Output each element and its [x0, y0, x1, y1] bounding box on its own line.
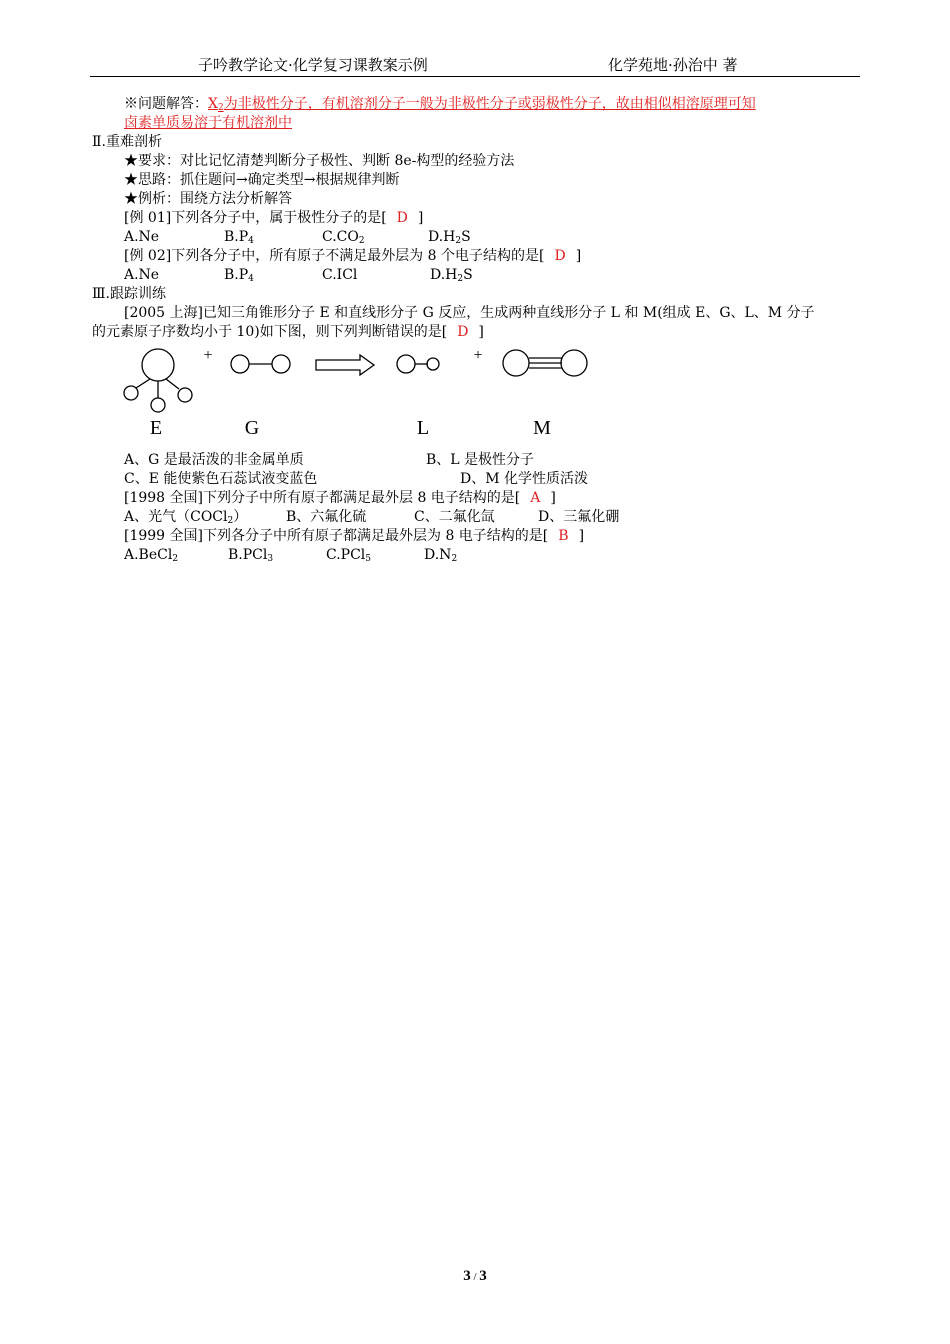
label-e: E — [149, 417, 163, 439]
q1-option-c: C、E 能使紫色石蕊试液变蓝色 — [124, 471, 318, 487]
page-current: 3 — [463, 1268, 471, 1284]
q2-option-b: B、六氟化硫 — [286, 509, 367, 525]
label-m: M — [533, 417, 551, 439]
example1-stem: [例 01]下列各分子中，属于极性分子的是[ — [124, 210, 387, 226]
example2-option-d: $D.H_2S$ — [430, 267, 473, 284]
section2-title: Ⅱ.重难剖析 — [92, 134, 162, 150]
header-left-title: 子吟教学论文·化学复习课教案示例 — [198, 56, 428, 74]
reaction-diagram — [110, 340, 610, 450]
example1-close: ] — [417, 210, 424, 226]
q3-option-a: A.BeCl$_2$ — [124, 547, 179, 564]
plus-sign-2: + — [473, 347, 483, 364]
example1-option-c: $C.CO_2$ — [322, 229, 365, 246]
q2-option-d: D、三氟化硼 — [538, 509, 620, 525]
q1-option-d: D、M 化学性质活泼 — [460, 471, 589, 487]
label-g: G — [244, 417, 260, 439]
q3-close: ] — [578, 528, 585, 544]
example1-question — [124, 209, 423, 227]
example2-option-c: C.ICl — [322, 267, 358, 283]
section2-example: ★例析：围绕方法分析解答 — [124, 191, 292, 207]
answer-note-line2 — [124, 114, 292, 132]
q1-close: ] — [478, 324, 484, 340]
q1-line1: [2005 上海]已知三角锥形分子 E 和直线形分子 G 反应，生成两种直线形分子 L 和 M(组成 E、G、L、M 分子 — [124, 305, 815, 321]
plus-sign-1: + — [203, 347, 213, 364]
label-l: L — [416, 417, 430, 439]
q1-option-b: B、L 是极性分子 — [426, 452, 535, 468]
q3-option-d: $D.N_2$ — [424, 547, 458, 564]
q2-question — [124, 489, 556, 507]
page-total: 3 — [479, 1268, 487, 1284]
answer-note-prefix: ※问题解答： — [124, 96, 208, 112]
answer-note-x: X — [208, 96, 218, 112]
answer-note-text1: 为非极性分子，有机溶剂分子一般为非极性分子或弱极性分子，故由相似相溶原理可知 — [223, 96, 756, 112]
header-right-author: 化学苑地·孙治中 著 — [608, 56, 738, 74]
section2-requirement: ★要求：对比记忆清楚判断分子极性、判断 8e-构型的经验方法 — [124, 153, 515, 169]
q2-stem: [1998 全国]下列分子中所有原子都满足最外层 8 电子结构的是[ — [124, 490, 521, 506]
q3-question — [124, 527, 584, 545]
example1-option-b: $B.P_4$ — [224, 229, 254, 246]
example1-option-d: $D.H_2S$ — [428, 229, 471, 246]
q3-stem: [1999 全国]下列各分子中所有原子都满足最外层为 8 电子结构的是[ — [124, 528, 549, 544]
q3-option-b: B.PCl$_3$ — [228, 547, 274, 564]
q1-answer: D — [457, 324, 469, 340]
q2-close: ] — [550, 490, 556, 506]
answer-note-text2: 卤素单质易溶于有机溶剂中 — [124, 115, 292, 131]
q2-answer: A — [530, 490, 541, 506]
section2-idea: ★思路：抓住题问→确定类型→根据规律判断 — [124, 172, 400, 188]
q2-option-c: C、二氟化氙 — [414, 509, 495, 525]
example1-option-a: A.Ne — [124, 229, 160, 245]
molecule-l — [397, 355, 439, 373]
q3-option-c: C.PCl$_5$ — [326, 547, 372, 564]
q3-answer: B — [558, 528, 569, 544]
molecule-e — [124, 349, 192, 412]
example2-stem: [例 02]下列各分子中，所有原子不满足最外层为 8 个电子结构的是[ — [124, 248, 545, 264]
molecule-g — [231, 355, 290, 373]
q2-option-a: A、光气（COCl$_2$） — [124, 509, 248, 526]
q1-option-a: A、G 是最活泼的非金属单质 — [124, 452, 304, 468]
example2-question — [124, 247, 581, 265]
page-header — [90, 52, 860, 77]
example2-close: ] — [575, 248, 582, 264]
reaction-arrow — [316, 355, 374, 375]
example2-answer: D — [554, 248, 566, 264]
example1-answer: D — [396, 210, 408, 226]
page-number — [0, 1268, 950, 1285]
section3-title: Ⅲ.跟踪训练 — [92, 286, 166, 302]
example2-option-b: $B.P_4$ — [224, 267, 254, 284]
q1-line2 — [92, 323, 484, 341]
molecule-m — [503, 350, 587, 376]
page-separator: / — [470, 1271, 480, 1283]
example2-option-a: A.Ne — [124, 267, 160, 283]
answer-note-x-sub: 2 — [217, 103, 224, 113]
q1-stem: 的元素原子序数均小于 10)如下图，则下列判断错误的是[ — [92, 324, 448, 340]
